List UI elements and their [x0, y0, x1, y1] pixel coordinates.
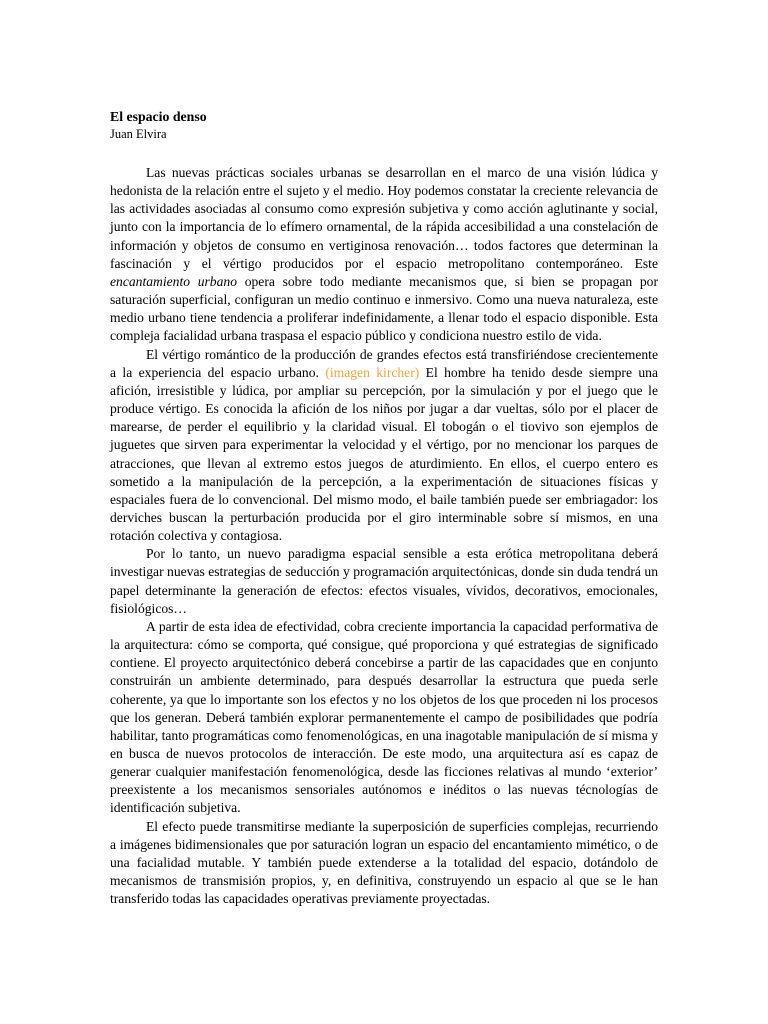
paragraph-1-emphasis: encantamiento urbano — [110, 273, 237, 289]
paragraph-2-text-a: El vértigo romántico de la producción de grandes efectos está transfiriéndose crecientemente a la experiencia del espacio urbano. — [110, 346, 658, 380]
paragraph-3: Por lo tanto, un nuevo paradigma espacial sensible a esta erótica metropolitana deberá investigar nuevas estrategias de seducción y programación arquitectónicas, donde sin duda tendrá un papel determinante la generación de efectos: efectos visuales, vívidos, decorativos, emocionales, fisiológicos… — [110, 546, 658, 616]
paragraph-1-text-b: opera sobre todo mediante mecanismos que, si bien se propagan por saturación superficial, configuran un medio continuo e inmersivo. Como una nueva naturaleza, este medio urbano tiene tendencia a proliferar indefinidamente, a llenar todo el espacio disponible. Esta compleja facialidad urbana traspasa el espacio público y condiciona nuestro estilo de vida. — [110, 273, 658, 344]
document-title: El espacio denso — [110, 109, 207, 124]
paragraph-4: A partir de esta idea de efectividad, cobra creciente importancia la capacidad performativa de la arquitectura: cómo se comporta, qué consigue, qué proporciona y qué estrategias de significado contiene. El proyecto arquitectónico deberá concebirse a partir de las capacidades que en conjunto construirán un ambiente determinado, para después desarrollar la estructura que pueda serle coherente, ya que lo importante son los efectos y no los objetos de los que proceden ni los procesos que los generan. Deberá también explorar permanentemente el campo de posibilidades que podría habilitar, tanto programáticas como fenomenológicas, en una inagotable manipulación de sí misma y en busca de nuevos protocolos de interacción. De este modo, una arquitectura así es capaz de generar cualquier manifestación fenomenológica, desde las ficciones relativas al mundo ‘exterior’ preexistente a los mecanismos sensoriales autónomos e inéditos o las nuevas técnologías de identificación subjetiva. — [110, 618, 658, 816]
document-page — [110, 108, 658, 908]
document-author: Juan Elvira — [110, 127, 167, 141]
paragraph-5: El efecto puede transmitirse mediante la superposición de superficies complejas, recurriendo a imágenes bidimensionales que por saturación logran un espacio del encantamiento mimético, o de una facialidad mutable. Y también puede extenderse a la totalidad del espacio, dotándolo de mecanismos de transmisión propios, y, en definitiva, construyendo un espacio al que se le han transferido todas las capacidades operativas previamente proyectadas. — [110, 818, 658, 907]
paragraph-2 — [110, 346, 658, 546]
image-annotation: (imagen kircher) — [325, 364, 420, 380]
paragraph-2-text-b: El hombre ha tenido desde siempre una afición, irresistible y lúdica, por ampliar su percepción, por la simulación y por el juego que le produce vértigo. Es conocida la afición de los niños por jugar a dar vueltas, sólo por el placer de marearse, de perder el equilibrio y la claridad visual. El tobogán o el tiovivo son ejemplos de juguetes que sirven para experimentar la velocidad y el vértigo, por no mencionar los parques de atracciones, que llevan al extremo estos juegos de aturdimiento. En ellos, el cuerpo entero es sometido a la manipulación de la percepción, a la experimentación de situaciones físicas y espaciales fuera de lo convencional. Del mismo modo, el baile también puede ser embriagador: los derviches buscan la perturbación producida por el giro interminable sobre sí mismos, en una rotación colectiva y contagiosa. — [110, 364, 659, 544]
paragraph-1-text-a: Las nuevas prácticas sociales urbanas se desarrollan en el marco de una visión lúdica y hedonista de la relación entre el sujeto y el medio. Hoy podemos constatar la creciente relevancia de las actividades asociadas al consumo como expresión subjetiva y como acción aglutinante y social, junto con la importancia de lo efímero ornamental, de la rápida accesibilidad a una constelación de información y objetos de consumo en vertiginosa renovación… todos factores que determinan la fascinación y el vértigo producidos por el espacio metropolitano contemporáneo. Este — [110, 165, 658, 271]
paragraph-1 — [110, 164, 658, 346]
